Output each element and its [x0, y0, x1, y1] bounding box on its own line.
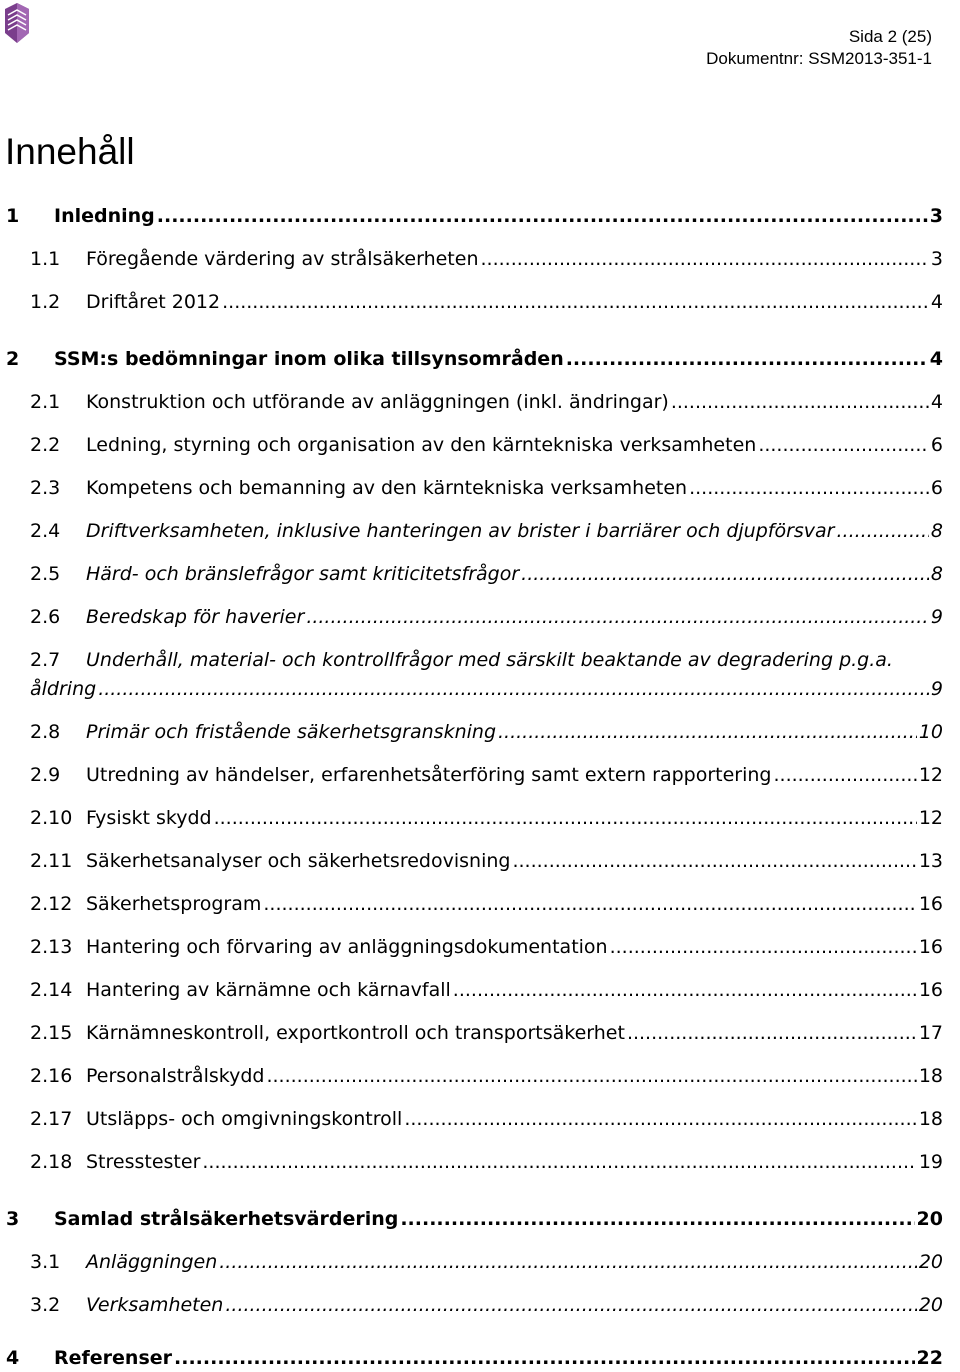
toc-page: 4 — [929, 348, 943, 370]
toc-page: 9 — [930, 606, 943, 628]
toc-text: Driftverksamheten, inklusive hanteringen av brister i barriärer och djupförsvar — [86, 520, 835, 542]
toc-number: 2.14 — [30, 979, 73, 1001]
toc-text: Referenser — [54, 1347, 173, 1369]
toc-leader — [836, 518, 928, 544]
toc-entry-3-2[interactable] — [0, 1292, 943, 1318]
toc-page: 18 — [918, 1108, 943, 1130]
toc-page: 12 — [918, 764, 943, 786]
toc-entry-2-15[interactable] — [0, 1020, 943, 1046]
page-number: Sida 2 (25) — [848, 27, 932, 46]
toc-text: Säkerhetsanalyser och säkerhetsredovisning — [86, 850, 511, 872]
page-title: Innehåll — [5, 131, 135, 172]
toc-leader — [758, 432, 929, 458]
toc-text: Anläggningen — [86, 1251, 218, 1273]
toc-text: Stresstester — [86, 1151, 201, 1173]
toc-leader — [521, 561, 929, 587]
toc-number: 2.5 — [30, 563, 61, 585]
toc-page: 3 — [930, 248, 943, 270]
toc-page: 4 — [930, 291, 943, 313]
toc-entry-1[interactable] — [0, 203, 943, 229]
toc-text: åldring — [30, 678, 97, 700]
toc-entry-2-11[interactable] — [0, 848, 943, 874]
toc-page: 8 — [930, 563, 943, 585]
toc-number: 1 — [6, 205, 20, 227]
toc-leader — [627, 1020, 917, 1046]
toc-number: 2.13 — [30, 936, 73, 958]
toc-leader — [174, 1345, 915, 1371]
toc-page: 16 — [918, 979, 943, 1001]
ssm-logo-icon — [3, 3, 31, 43]
toc-number: 2.1 — [30, 391, 61, 413]
toc-number: 3.1 — [30, 1251, 61, 1273]
toc-text: Härd- och bränslefrågor samt kriticitetsfrågor — [86, 563, 520, 585]
toc-leader — [512, 848, 916, 874]
toc-text: Samlad strålsäkerhetsvärdering — [54, 1208, 399, 1230]
toc-text: Hantering av kärnämne och kärnavfall — [86, 979, 451, 1001]
toc-text: Kärnämneskontroll, exportkontroll och transportsäkerhet — [86, 1022, 625, 1044]
toc-leader — [481, 246, 929, 272]
toc-page: 17 — [918, 1022, 943, 1044]
toc-leader — [263, 891, 916, 917]
toc-leader — [773, 762, 916, 788]
toc-entry-2-13[interactable] — [0, 934, 943, 960]
toc-number: 3.2 — [30, 1294, 61, 1316]
toc-page: 20 — [916, 1208, 943, 1230]
toc-text: Beredskap för haverier — [86, 606, 305, 628]
toc-page: 16 — [918, 936, 943, 958]
toc-page: 16 — [918, 893, 943, 915]
toc-entry-2-12[interactable] — [0, 891, 943, 917]
toc-page: 18 — [918, 1065, 943, 1087]
toc-number: 2.6 — [30, 606, 61, 628]
toc-number: 1.2 — [30, 291, 61, 313]
toc-entry-2-7-continuation[interactable] — [30, 676, 943, 702]
toc-text: Driftåret 2012 — [86, 291, 221, 313]
toc-text: Utsläpps- och omgivningskontroll — [86, 1108, 403, 1130]
toc-entry-2-6[interactable] — [0, 604, 943, 630]
toc-number: 2 — [6, 348, 20, 370]
toc-text: Ledning, styrning och organisation av den kärntekniska verksamheten — [86, 434, 757, 456]
toc-entry-2-5[interactable] — [0, 561, 943, 587]
toc-leader — [225, 1292, 916, 1318]
toc-number: 1.1 — [30, 248, 61, 270]
toc-entry-2-17[interactable] — [0, 1106, 943, 1132]
toc-text: Hantering och förvaring av anläggningsdokumentation — [86, 936, 608, 958]
toc-leader — [214, 805, 917, 831]
toc-leader — [610, 934, 917, 960]
toc-text: Underhåll, material- och kontrollfrågor med särskilt beaktande av degradering p.g.a. — [86, 649, 893, 671]
toc-leader — [453, 977, 917, 1003]
toc-entry-2-9[interactable] — [0, 762, 943, 788]
toc-number: 2.8 — [30, 721, 61, 743]
toc-text: Kompetens och bemanning av den kärntekniska verksamheten — [86, 477, 688, 499]
toc-leader — [157, 203, 928, 229]
toc-entry-2-10[interactable] — [0, 805, 943, 831]
toc-number: 2.11 — [30, 850, 73, 872]
toc-text: Fysiskt skydd — [86, 807, 212, 829]
toc-number: 2.16 — [30, 1065, 73, 1087]
toc-page: 6 — [930, 434, 943, 456]
toc-leader — [689, 475, 929, 501]
toc-entry-2-18[interactable] — [0, 1149, 943, 1175]
toc-page: 10 — [918, 721, 943, 743]
toc-entry-4[interactable] — [0, 1345, 943, 1371]
toc-entry-2-1[interactable] — [0, 389, 943, 415]
toc-leader — [219, 1249, 917, 1275]
toc-text: SSM:s bedömningar inom olika tillsynsområden — [54, 348, 564, 370]
toc-page: 12 — [918, 807, 943, 829]
toc-text: Personalstrålskydd — [86, 1065, 265, 1087]
toc-page: 6 — [930, 477, 943, 499]
toc-leader — [671, 389, 929, 415]
toc-page: 19 — [918, 1151, 943, 1173]
toc-number: 2.17 — [30, 1108, 73, 1130]
toc-leader — [98, 676, 929, 702]
toc-number: 2.18 — [30, 1151, 73, 1173]
toc-number: 2.3 — [30, 477, 61, 499]
toc-entry-3-1[interactable] — [0, 1249, 943, 1275]
toc-leader — [566, 346, 928, 372]
toc-page: 3 — [929, 205, 943, 227]
toc-number: 2.15 — [30, 1022, 73, 1044]
toc-entry-2-16[interactable] — [0, 1063, 943, 1089]
toc-leader — [222, 289, 929, 315]
document-number: Dokumentnr: SSM2013-351-1 — [706, 49, 932, 68]
toc-text: Primär och fristående säkerhetsgranskning — [86, 721, 497, 743]
toc-number: 2.2 — [30, 434, 61, 456]
toc-page: 13 — [918, 850, 943, 872]
toc-entry-2-7[interactable] — [0, 647, 943, 673]
toc-leader — [400, 1206, 914, 1232]
toc-number: 2.4 — [30, 520, 61, 542]
toc-number: 3 — [6, 1208, 20, 1230]
toc-leader — [498, 719, 917, 745]
toc-entry-3[interactable] — [0, 1206, 943, 1232]
toc-text: Föregående värdering av strålsäkerheten — [86, 248, 479, 270]
toc-entry-1-1[interactable] — [0, 246, 943, 272]
toc-leader — [202, 1149, 916, 1175]
toc-entry-2-3[interactable] — [0, 475, 943, 501]
toc-entry-2-4[interactable] — [0, 518, 943, 544]
toc-number: 2.9 — [30, 764, 61, 786]
toc-entry-2-8[interactable] — [0, 719, 943, 745]
toc-text: Verksamheten — [86, 1294, 224, 1316]
toc-entry-2-14[interactable] — [0, 977, 943, 1003]
toc-page: 22 — [916, 1347, 943, 1369]
toc-page: 20 — [918, 1294, 943, 1316]
toc-text: Säkerhetsprogram — [86, 893, 262, 915]
toc-leader — [266, 1063, 916, 1089]
toc-page: 8 — [930, 520, 943, 542]
toc-page: 9 — [930, 678, 943, 700]
toc-leader — [306, 604, 929, 630]
toc-leader — [404, 1106, 917, 1132]
toc-number: 2.10 — [30, 807, 73, 829]
toc-number: 2.7 — [30, 649, 61, 671]
toc-entry-2-2[interactable] — [0, 432, 943, 458]
toc-entry-1-2[interactable] — [0, 289, 943, 315]
toc-number: 2.12 — [30, 893, 73, 915]
toc-number: 4 — [6, 1347, 20, 1369]
toc-text: Utredning av händelser, erfarenhetsåterföring samt extern rapportering — [86, 764, 772, 786]
toc-text: Konstruktion och utförande av anläggningen (inkl. ändringar) — [86, 391, 669, 413]
toc-page: 20 — [918, 1251, 943, 1273]
toc-entry-2[interactable] — [0, 346, 943, 372]
toc-page: 4 — [930, 391, 943, 413]
toc-text: Inledning — [54, 205, 155, 227]
